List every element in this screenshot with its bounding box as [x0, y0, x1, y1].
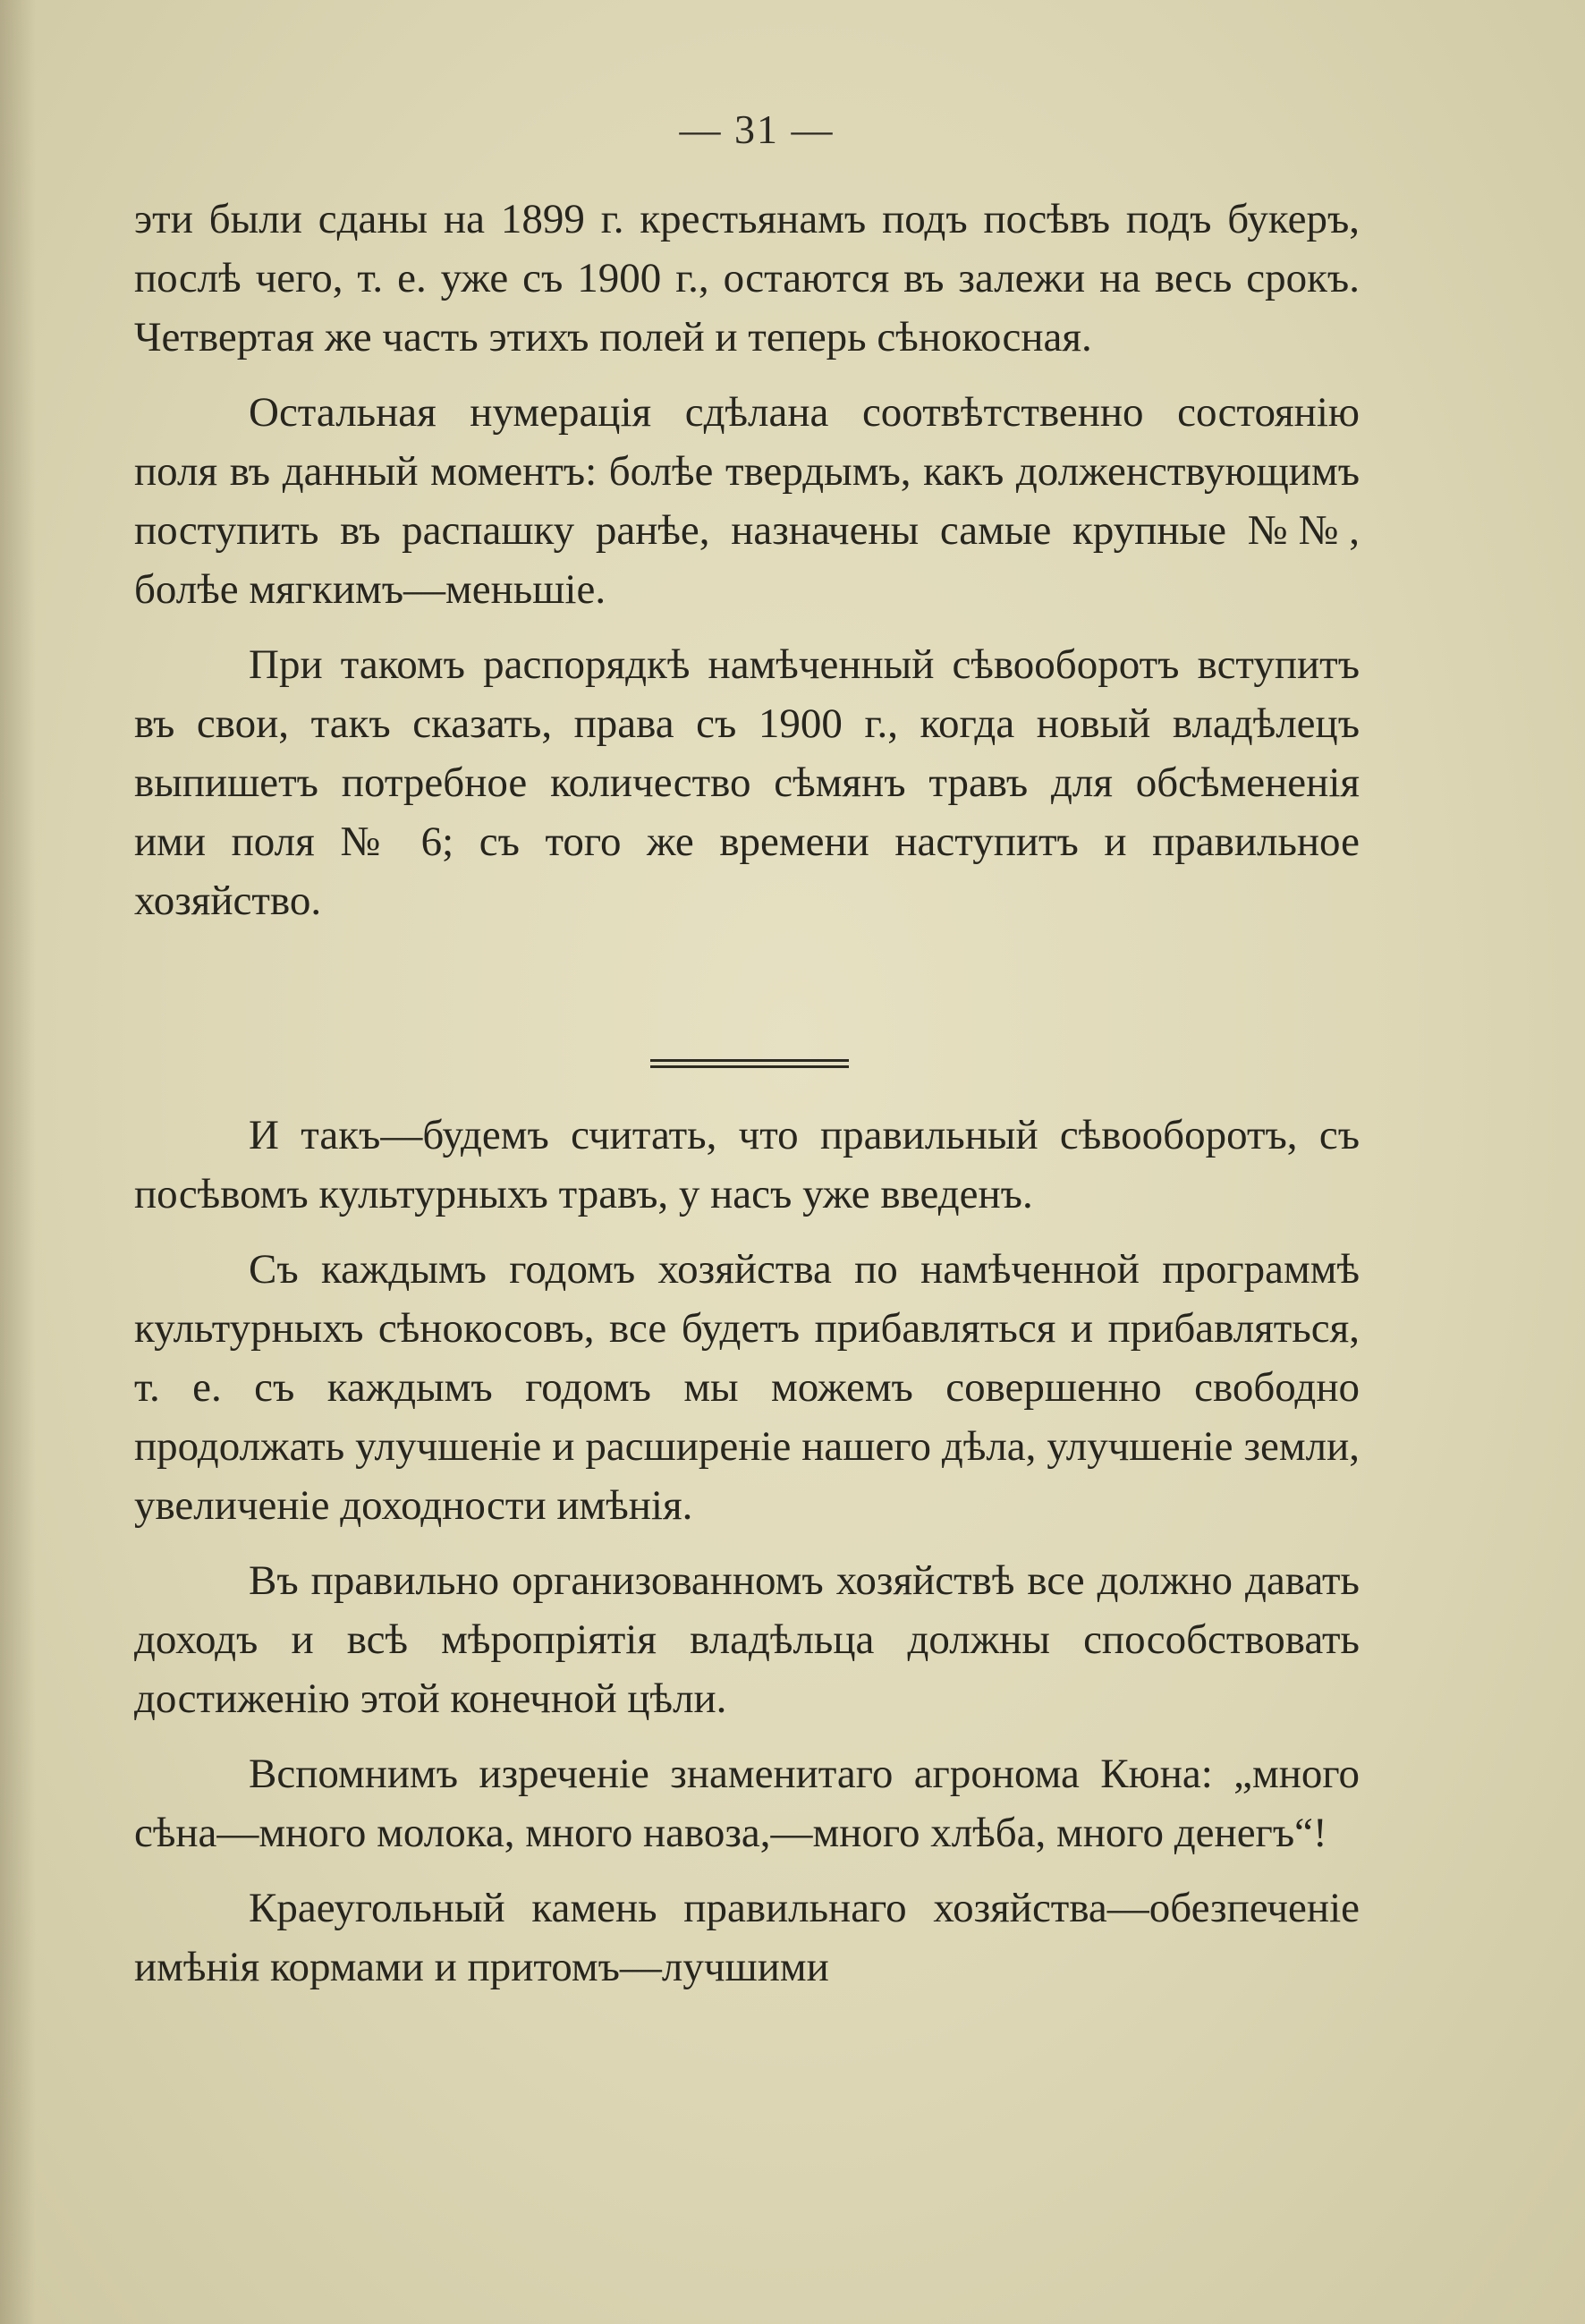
paragraph: Краеугольный камень правильнаго хозяйства—обезпеченіе имѣнія кормами и притомъ—лучшими: [134, 1885, 1360, 1990]
paragraph: Съ каждымъ годомъ хозяйства по намѣченной программѣ культурныхъ сѣнокосовъ, все будетъ прибавляться и прибавляться, т. е. съ каждымъ годомъ мы можемъ совершенно свободно продолжать улучшеніе и расширеніе нашего дѣла, улучшеніе земли, увеличеніе доходности имѣнія.: [134, 1246, 1360, 1529]
paragraph: При такомъ распорядкѣ намѣченный сѣвооборотъ вступитъ въ свои, такъ сказать, права съ 1900 г., когда новый владѣлецъ выпишетъ потребное количество сѣмянъ травъ для обсѣмененія ими поля № 6; съ того же времени наступитъ и правильное хозяйство.: [134, 641, 1360, 924]
paragraph: Въ правильно организованномъ хозяйствѣ все должно давать доходъ и всѣ мѣропріятія владѣльца должны способствовать достиженію этой конечной цѣли.: [134, 1557, 1360, 1722]
page-number: — 31 —: [679, 106, 835, 152]
text-section-1: [134, 190, 1360, 946]
text-section-2: [134, 1106, 1360, 2013]
paragraph: Вспомнимъ изреченіе знаменитаго агронома Кюна: „много сѣна—много молока, много навоза,—много хлѣба, много денегъ“!: [134, 1751, 1360, 1856]
paragraph: Остальная нумерація сдѣлана соотвѣтственно состоянію поля въ данный моментъ: болѣе твердымъ, какъ долженствующимъ поступить въ распашку ранѣе, назначены самые крупные №№, болѣе мягкимъ—меньшіе.: [134, 389, 1360, 613]
paragraph: эти были сданы на 1899 г. крестьянамъ подъ посѣвъ подъ букеръ, послѣ чего, т. е. уже съ 1900 г., остаются въ залежи на весь срокъ. Четвертая же часть этихъ полей и теперь сѣнокосная.: [134, 196, 1360, 360]
section-divider-double-rule: [650, 1059, 849, 1068]
page-edge-shadow: [0, 0, 36, 2324]
paragraph: И такъ—будемъ считать, что правильный сѣвооборотъ, съ посѣвомъ культурныхъ травъ, у насъ уже введенъ.: [134, 1112, 1360, 1217]
